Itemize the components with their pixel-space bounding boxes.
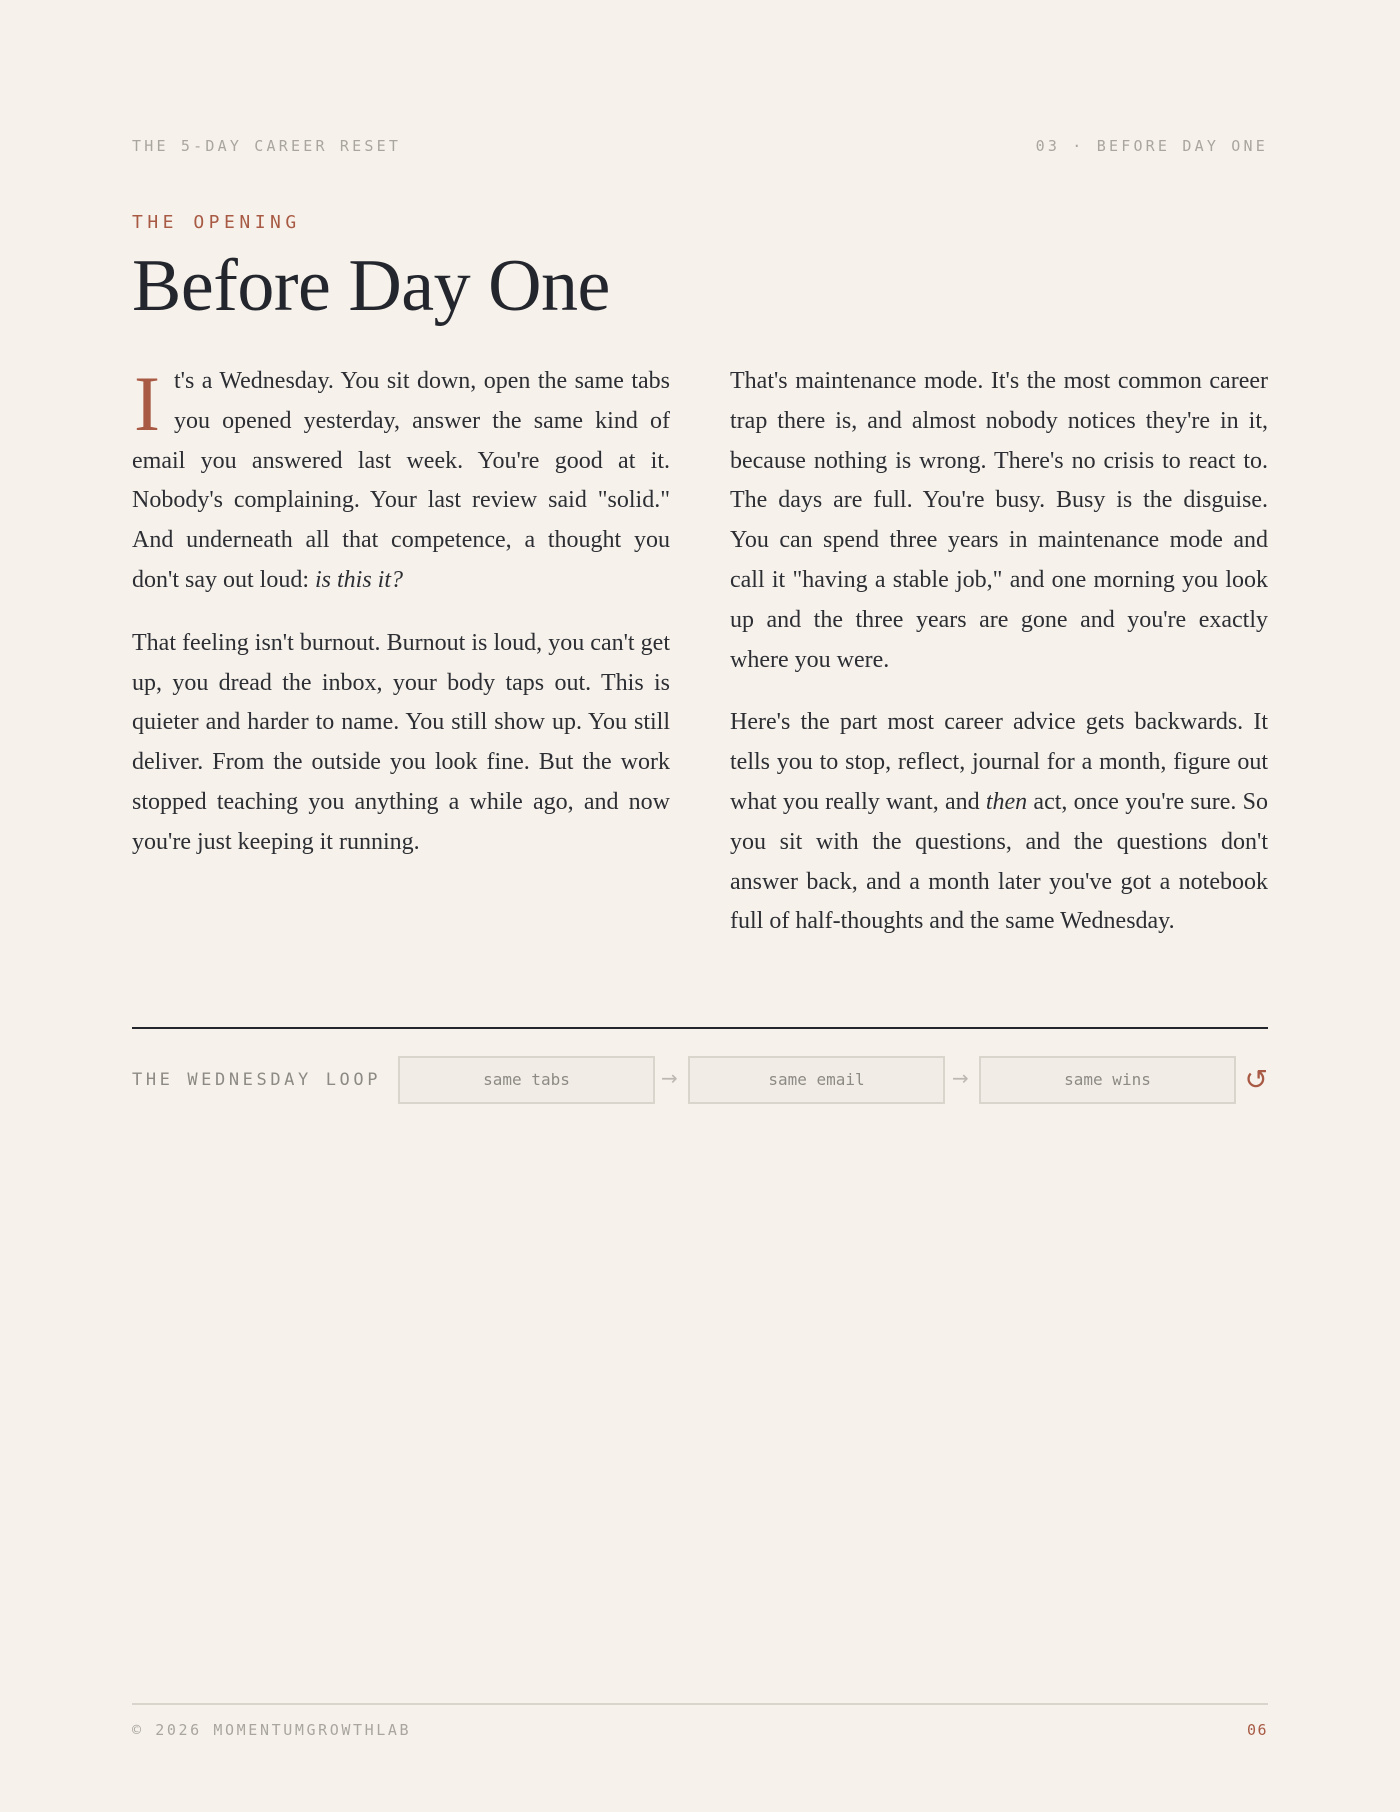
wednesday-loop	[132, 1056, 1268, 1104]
page	[132, 0, 1268, 1812]
section-eyebrow: THE OPENING	[132, 212, 301, 233]
paragraph-2: That feeling isn't burnout. Burnout is loud, you can't get up, you dread the inbox, your body taps out. This is quieter and harder to name. You still show up. You still deliver. From the outside you look fine. But the work stopped teaching you anything a while ago, and now you're just keeping it running.	[132, 629, 670, 855]
arrow-right-icon: →	[952, 1066, 969, 1090]
cycle-icon: ↺	[1244, 1063, 1268, 1096]
paragraph-3: That's maintenance mode. It's the most common career trap there is, and almost nobody notices they're in it, because nothing is wrong. There's no crisis to react to. The days are full. You're busy. Busy is the disguise. You can spend three years in maintenance mode and call it "having a stable job," and one morning you look up and the three years are gone and you're exactly where you were.	[730, 368, 1268, 673]
drop-cap: I	[134, 360, 160, 447]
paragraph-1	[132, 362, 670, 601]
running-head-chapter: 03 · BEFORE DAY ONE	[1035, 137, 1268, 155]
arrow-right-icon: →	[661, 1066, 678, 1090]
wednesday-loop-label: THE WEDNESDAY LOOP	[132, 1070, 382, 1090]
body-column-right	[730, 362, 1268, 965]
footer-divider	[132, 1703, 1268, 1705]
loop-step-3: same wins	[979, 1056, 1236, 1104]
loop-step-1: same tabs	[398, 1056, 655, 1104]
paragraph-4-text-before: Here's the part most career advice gets backwards. It tells you to stop, reflect, journal for a month, figure out what you really want, and	[730, 709, 1268, 815]
footer-copyright: © 2026 MOMENTUMGROWTHLAB	[132, 1721, 412, 1739]
page-title: Before Day One	[132, 245, 610, 327]
running-head-book-title: THE 5-DAY CAREER RESET	[132, 137, 402, 155]
paragraph-4	[730, 703, 1268, 942]
page-footer	[132, 1721, 1268, 1741]
paragraph-1-emphasis: is this it?	[315, 566, 404, 593]
running-head	[132, 137, 1268, 157]
paragraph-1-text: t's a Wednesday. You sit down, open the same tabs you opened yesterday, answer the same kind of email you answered last week. You're good at it. Nobody's complaining. Your last review said "solid." And underneath all that competence, a thought you don't say out loud:	[132, 368, 670, 593]
section-divider	[132, 1027, 1268, 1029]
paragraph-4-emphasis: then	[985, 788, 1028, 815]
loop-step-2: same email	[688, 1056, 945, 1104]
paragraph-4-text-after: act, once you're sure. So you sit with the questions, and the questions don't answer back, and a month later you've got a notebook full of half-thoughts and the same Wednesday.	[730, 788, 1268, 935]
body-column-left	[132, 362, 670, 886]
page-number: 06	[1246, 1721, 1268, 1739]
